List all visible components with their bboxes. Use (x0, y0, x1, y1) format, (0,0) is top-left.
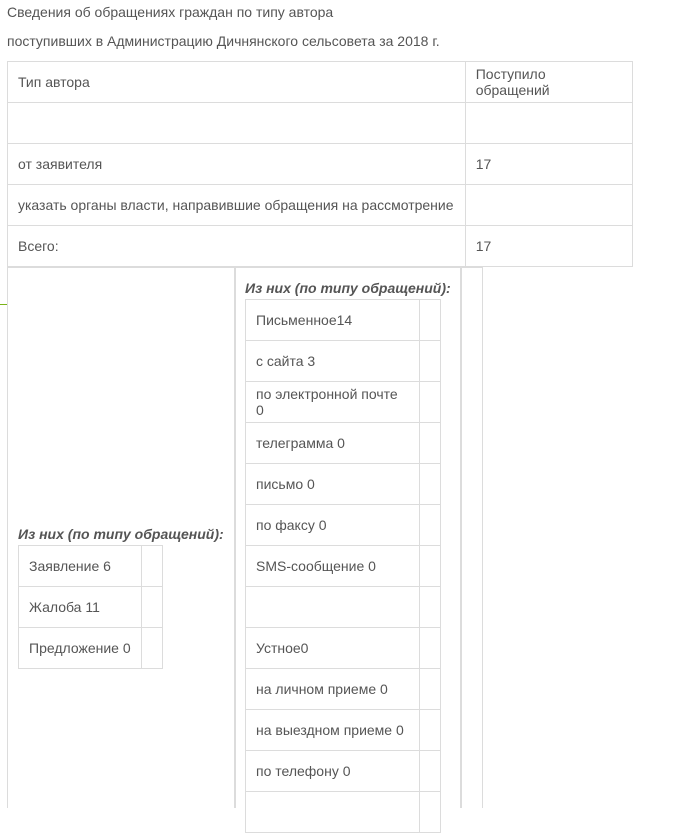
empty-cell (420, 792, 441, 833)
row-value (465, 185, 632, 226)
channel-label: Устное0 (246, 628, 420, 669)
table-row (246, 423, 441, 464)
total-value: 17 (465, 226, 632, 267)
empty-cell (420, 382, 441, 423)
author-type-table (7, 61, 633, 267)
table-row-total (8, 226, 633, 267)
table-row (246, 341, 441, 382)
empty-cell (420, 587, 441, 628)
total-label: Всего: (8, 226, 466, 267)
caption-subtitle: поступивших в Администрацию Дичнянского сельсовета за 2018 г. (7, 33, 440, 49)
appeal-kind-label: Заявление 6 (19, 546, 142, 587)
channel-label: на выездном приеме 0 (246, 710, 420, 751)
channel-label (246, 587, 420, 628)
appeal-kind-label: Жалоба 11 (19, 587, 142, 628)
appeal-kind-label: Предложение 0 (19, 628, 142, 669)
channel-label: по телефону 0 (246, 751, 420, 792)
table-row (246, 628, 441, 669)
row-label: от заявителя (8, 144, 466, 185)
left-edge-accent (0, 304, 7, 305)
header-author-type: Тип автора (8, 62, 466, 103)
empty-cell (142, 628, 163, 669)
middle-breakdown-heading: Из них (по типу обращений): (245, 280, 451, 296)
table-row (246, 464, 441, 505)
table-row (246, 792, 441, 833)
channel-label: с сайта 3 (246, 341, 420, 382)
channel-label: телеграмма 0 (246, 423, 420, 464)
appeal-channel-table (245, 299, 441, 833)
channel-label: по электронной почте 0 (246, 382, 420, 423)
appeal-kind-table (18, 545, 163, 669)
channel-label: по факсу 0 (246, 505, 420, 546)
channel-label: письмо 0 (246, 464, 420, 505)
table-row (19, 628, 163, 669)
table-row (246, 300, 441, 341)
empty-cell (420, 300, 441, 341)
table-row (19, 546, 163, 587)
empty-cell (142, 546, 163, 587)
row-value (465, 103, 632, 144)
empty-cell (420, 341, 441, 382)
table-row (8, 144, 633, 185)
empty-cell (420, 628, 441, 669)
channel-label: на личном приеме 0 (246, 669, 420, 710)
row-label: указать органы власти, направившие обращения на рассмотрение (8, 185, 466, 226)
table-row (246, 546, 441, 587)
table-row (19, 587, 163, 628)
channel-label: Письменное14 (246, 300, 420, 341)
table-row (246, 505, 441, 546)
table-row (246, 710, 441, 751)
table-row (8, 103, 633, 144)
empty-cell (142, 587, 163, 628)
channel-label (246, 792, 420, 833)
empty-cell (420, 751, 441, 792)
empty-cell (420, 423, 441, 464)
breakdown-cell-right (460, 267, 483, 808)
table-row (8, 185, 633, 226)
table-row (246, 669, 441, 710)
header-received: Поступило обращений (465, 62, 632, 103)
channel-label: SMS-сообщение 0 (246, 546, 420, 587)
table-header-row (8, 62, 633, 103)
row-value: 17 (465, 144, 632, 185)
table-row (246, 587, 441, 628)
row-label (8, 103, 466, 144)
table-row (246, 751, 441, 792)
empty-cell (420, 710, 441, 751)
empty-cell (420, 546, 441, 587)
empty-cell (420, 669, 441, 710)
left-breakdown-heading: Из них (по типу обращений): (18, 526, 224, 542)
empty-cell (420, 505, 441, 546)
empty-cell (420, 464, 441, 505)
table-row (246, 382, 441, 423)
caption-title: Сведения об обращениях граждан по типу автора (7, 4, 334, 20)
